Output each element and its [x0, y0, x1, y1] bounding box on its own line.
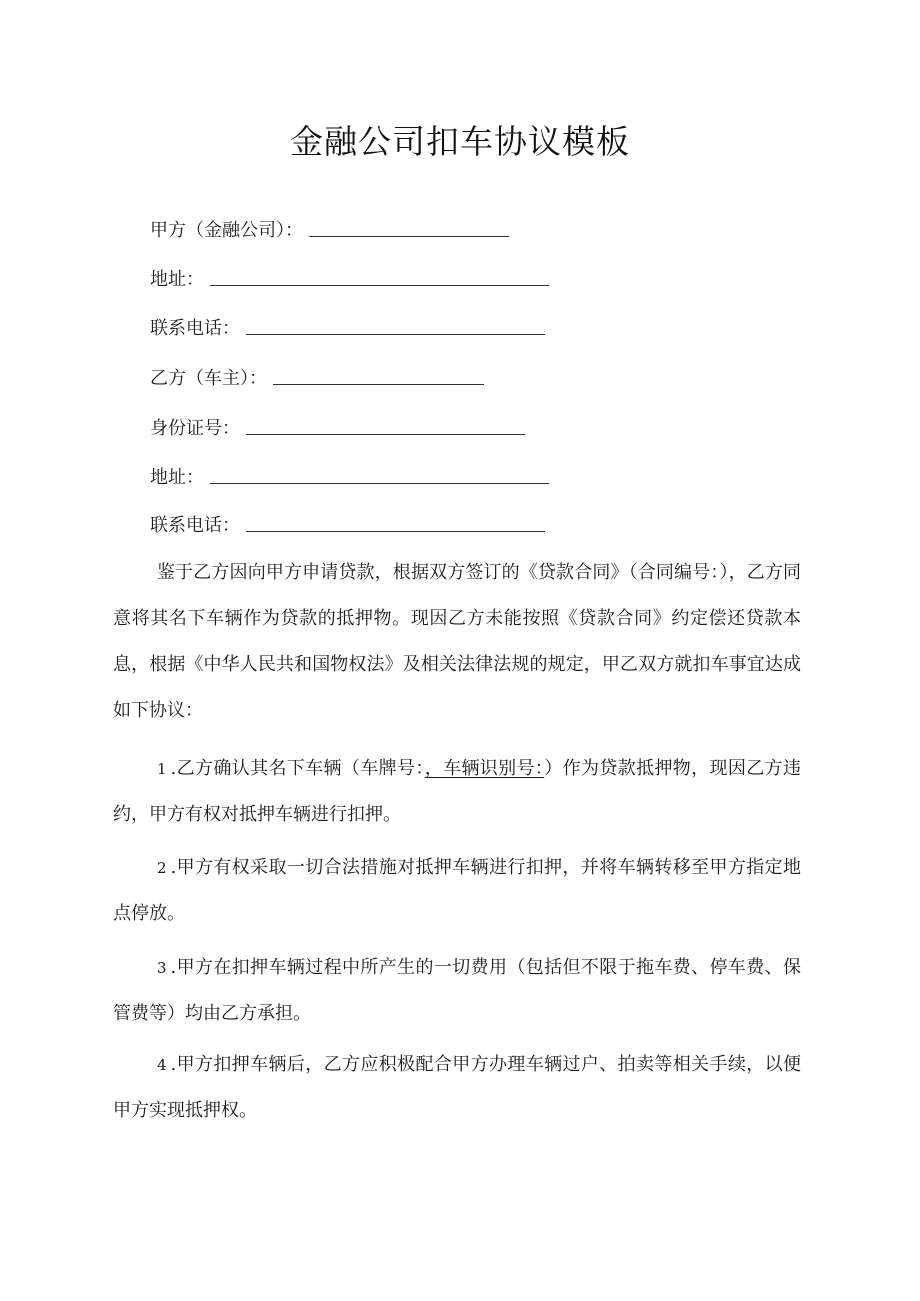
party-a-address-label: 地址：: [150, 269, 204, 290]
clause-1-underlined-text: ，车辆识别号：: [424, 758, 545, 779]
party-b-address-blank[interactable]: [210, 465, 549, 484]
party-b-id-blank[interactable]: [246, 416, 525, 435]
clause-2: [113, 845, 801, 937]
party-b-address-field: [150, 465, 549, 491]
clause-1: [113, 746, 801, 838]
clause-3-number: 3: [157, 959, 167, 977]
party-a-address-blank[interactable]: [210, 267, 549, 286]
party-a-name-label: 甲方（金融公司）：: [150, 220, 303, 241]
party-a-address-field: [150, 267, 549, 293]
party-a-phone-blank[interactable]: [246, 316, 545, 335]
party-b-address-label: 地址：: [150, 467, 204, 488]
party-a-phone-label: 联系电话：: [150, 318, 240, 339]
party-b-name-blank[interactable]: [273, 366, 484, 385]
party-b-id-field: [150, 416, 525, 442]
party-a-name-blank[interactable]: [309, 218, 509, 237]
party-b-phone-label: 联系电话：: [150, 515, 240, 536]
party-a-name-field: [150, 218, 509, 244]
party-b-phone-blank[interactable]: [246, 513, 545, 532]
clause-4-text: .甲方扣押车辆后，乙方应积极配合甲方办理车辆过户、拍卖等相关手续，以便甲方实现抵押权。: [113, 1054, 801, 1121]
preamble-paragraph: 鉴于乙方因向甲方申请贷款，根据双方签订的《贷款合同》（合同编号：），乙方同意将其名下车辆作为贷款的抵押物。现因乙方未能按照《贷款合同》约定偿还贷款本息，根据《中华人民共和国物权法》及相关法律法规的规定，甲乙双方就扣车事宜达成如下协议：: [113, 562, 801, 721]
party-b-id-label: 身份证号：: [150, 418, 240, 439]
party-a-phone-field: [150, 316, 545, 342]
clause-3-text: .甲方在扣押车辆过程中所产生的一切费用（包括但不限于拖车费、停车费、保管费等）均由乙方承担。: [113, 957, 801, 1024]
party-b-name-field: [150, 366, 484, 392]
clause-3: [113, 945, 801, 1037]
document-title: 金融公司扣车协议模板: [290, 122, 630, 161]
clause-2-text: .甲方有权采取一切合法措施对抵押车辆进行扣押，并将车辆转移至甲方指定地点停放。: [113, 857, 801, 924]
clause-4: [113, 1042, 801, 1134]
clause-4-number: 4: [157, 1056, 167, 1074]
party-b-phone-field: [150, 513, 545, 539]
clause-1-text-after: ）作为贷款抵押物，现因乙方违约，甲方有权对抵押车辆进行扣押。: [113, 758, 801, 825]
clause-2-number: 2: [157, 859, 167, 877]
clause-1-text-before: .乙方确认其名下车辆（车牌号：: [170, 758, 425, 779]
clause-1-number: 1: [157, 760, 167, 778]
party-b-name-label: 乙方（车主）：: [150, 368, 267, 389]
